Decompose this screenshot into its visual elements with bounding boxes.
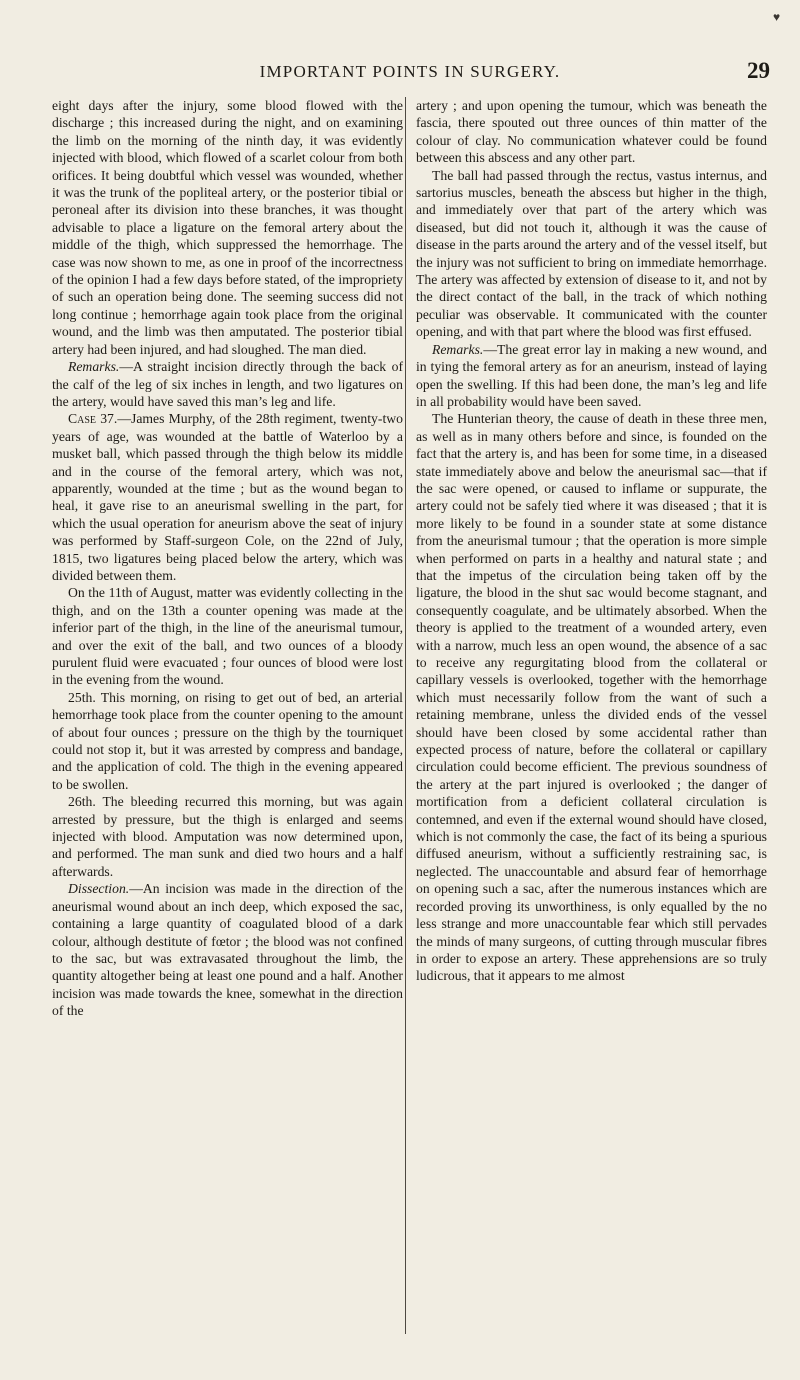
paragraph-lead: Dissection. <box>68 881 130 897</box>
paragraph-text: 26th. The bleeding recurred this morning, but was again arrested by pressure, but the thigh is enlarged and seems injected with blood. Amputation was now determined upon, and performed. The man sunk and died two hours and a half afterwards. <box>52 794 403 879</box>
right-column <box>416 97 767 985</box>
running-title: IMPORTANT POINTS IN SURGERY. <box>259 62 561 81</box>
paragraph-text: —A straight incision directly through the back of the calf of the leg of six inches in length, and two ligatures on the artery, would have saved this man’s leg and life. <box>52 359 403 409</box>
paragraph-text: artery ; and upon opening the tumour, which was beneath the fascia, there spouted out three ounces of thin matter of the colour of clay. No communication whatever could be found between this abscess and any other part. <box>416 98 767 166</box>
paragraph-lead: Case 37. <box>68 411 118 427</box>
running-head <box>50 58 770 88</box>
paragraph-text: 25th. This morning, on rising to get out of bed, an arterial hemorrhage took place from the counter opening to the amount of about four ounces ; pressure on the thigh by the tourniquet could not stop it, but it was arrested by compress and bandage, and the application of cold. The thigh in the evening appeared to be swollen. <box>52 689 403 792</box>
paragraph-text: —An incision was made in the direction of the aneurismal wound about an inch deep, which exposed the sac, containing a large quantity of coagulated blood of a dark colour, although destitute of fœtor ; the blood was not confined to the sac, but was extravasated throughout the limb, the quantity altogether being at least one pound and a half. Another incision was made towards the knee, somewhat in the direction of the <box>52 881 403 1019</box>
page-number: 29 <box>747 58 770 83</box>
paragraph <box>52 880 403 1019</box>
paragraph-text: —James Murphy, of the 28th regiment, twenty-two years of age, was wounded at the battle of Waterloo by a musket ball, which passed through the thigh below its middle and in the course of the femoral artery, which was not, apparently, wounded at the time ; but as the wound began to heal, it gave rise to an aneurismal swelling in the part, for which the usual operation for aneurism above the seat of injury was performed by Staff-surgeon Cole, on the 22nd of July, 1815, two ligatures being placed below the artery, which was divided between them. <box>52 411 403 583</box>
paragraph <box>416 341 767 411</box>
paragraph-text: On the 11th of August, matter was evidently collecting in the thigh, and on the 13th a counter opening was made at the inferior part of the thigh, in the line of the aneurismal tumour, and over the exit of the ball, and two ounces of a bloody purulent fluid were evacuated ; four ounces of blood were lost in the evening from the wound. <box>52 585 403 688</box>
paragraph-text: The Hunterian theory, the cause of death in these three men, as well as in many others before and since, is founded on the fact that the artery is, and has been for some time, in a diseased state immediately above and below the aneurismal sac—that if the sac were opened, or caused to inflame or suppurate, the artery could not be safely tied where it was diseased ; that it is more likely to be found in a sounder state at some distance from the aneurismal tumour ; that the operation is more simple when performed on parts in a healthy and natural state ; and that the impetus of the circulation being taken off by the ligature, the blood in the shut sac would become stagnant, and consequently coagulate, and be ultimately absorbed. When the theory is applied to the treatment of a wounded artery, even with a narrow, much less an open wound, the absence of a sac to receive any regurgitating blood from the collateral or capillary vessels is overlooked, together with the hemorrhage which must necessarily follow from the want of such a retaining membrane, unless the divided ends of the vessel should have been closed by some accidental rather than expected process of nature, before the collateral or capillary circulation could become efficient. The previous soundness of the artery at the part injured is overlooked ; the danger of mortification from a deficient collateral circulation is contemned, and even if the external wound should have closed, which is not commonly the case, the fact of its being a spurious diffused aneurism, without a sufficiently restraining sac, is neglected. The unaccountable and absurd fear of hemorrhage on opening such a sac, after the numerous instances which are recorded proving its unworthiness, is only equalled by the no less strange and more unaccountable fear which still pervades the minds of many surgeons, of cutting through muscular fibres in order to expose an artery. These apprehensions are so truly ludicrous, that it appears to me almost <box>416 411 767 984</box>
paragraph <box>416 167 767 341</box>
paragraph <box>52 358 403 410</box>
paragraph <box>52 97 403 358</box>
paragraph-text: eight days after the injury, some blood flowed with the discharge ; this increased during the night, and on examining the limb on the morning of the ninth day, it was evidently injected with blood, which flowed of a scarlet colour from both orifices. It being doubtful which vessel was wounded, whether it was the trunk of the popliteal artery, or the posterior tibial or peroneal after its division into these branches, it was thought advisable to place a ligature on the femoral artery about the middle of the thigh, which suppressed the hemorrhage. The case was now shown to me, as one in proof of the incorrectness of the opinion I had a few days before stated, of the impropriety of such an operation being done. The seeming success did not long continue ; hemorrhage again took place from the original wound, and the limb was then amputated. The posterior tibial artery had been injured, and had sloughed. The man died. <box>52 98 403 357</box>
paragraph-lead: Remarks. <box>68 359 120 375</box>
paragraph <box>52 793 403 880</box>
paragraph <box>52 584 403 688</box>
paragraph <box>52 410 403 584</box>
paragraph <box>416 97 767 167</box>
left-column <box>52 97 403 1020</box>
paragraph-lead: Remarks. <box>432 341 484 357</box>
paragraph <box>52 689 403 793</box>
corner-mark: ♥ <box>773 10 781 24</box>
paragraph-text: —The great error lay in making a new wound, and in tying the femoral artery as for an aneurism, instead of laying open the swelling. If this had been done, the man’s leg and life in all probability would have been saved. <box>416 341 767 409</box>
paragraph <box>416 410 767 984</box>
paragraph-text: The ball had passed through the rectus, vastus internus, and sartorius muscles, beneath the abscess but higher in the thigh, and immediately over that part of the artery which was diseased, but did not touch it, although it was the cause of disease in the parts around the artery and of the vessel itself, but the injury was not sufficient to bring on immediate hemorrhage. The artery was affected by extension of disease to it, and not by the direct contact of the ball, in the track of which nothing peculiar was observable. It communicated with the counter opening, and with that part where the blood was first effused. <box>416 167 767 340</box>
column-divider <box>405 97 406 1334</box>
